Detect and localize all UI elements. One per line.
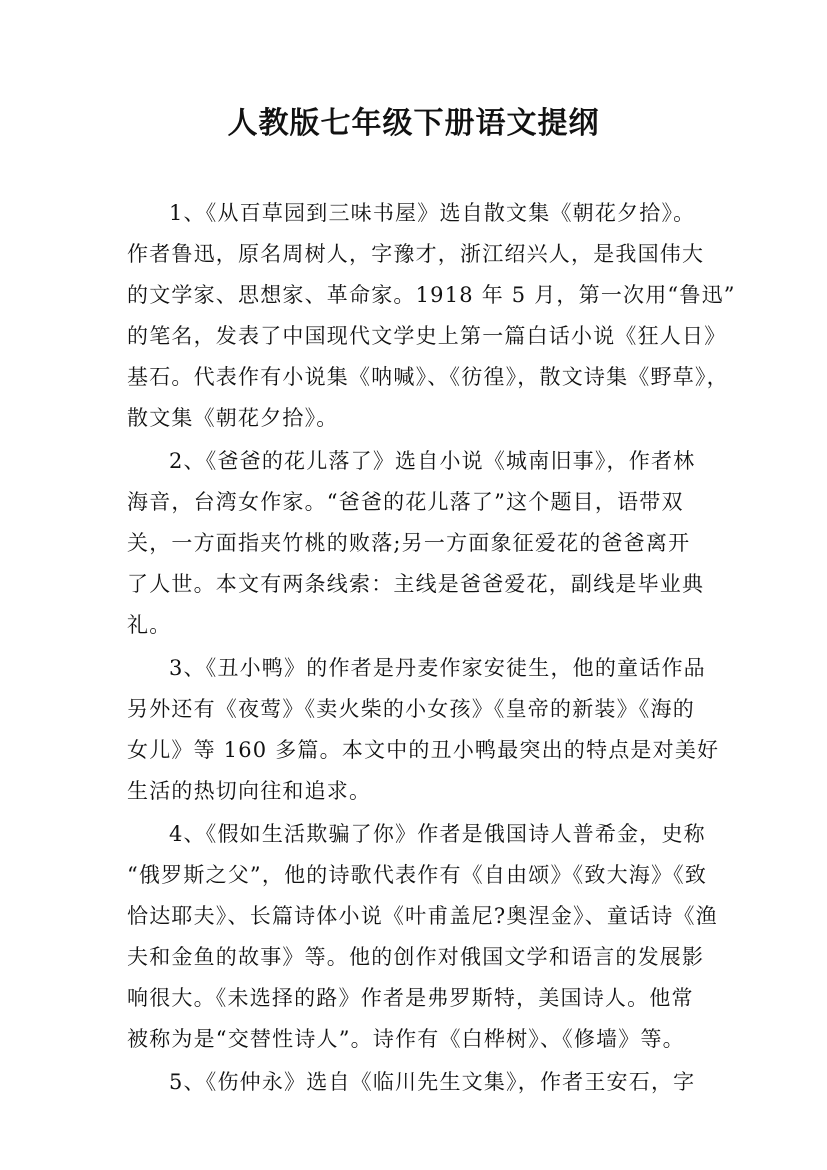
- paragraph-2-line-2: 海音，台湾女作家。“爸爸的花儿落了”这个题目，语带双: [127, 490, 684, 514]
- paragraph-2-line-3: 关，一方面指夹竹桃的败落;另一方面象征爱花的爸爸离开: [127, 531, 691, 555]
- paragraph-4-line-1: 4、《假如生活欺骗了你》作者是俄国诗人普希金，史称: [169, 822, 706, 846]
- paragraph-4-line-6: 被称为是“交替性诗人”。诗作有《白桦树》、《修墙》等。: [127, 1027, 685, 1051]
- paragraph-4-line-5: 响很大。《未选择的路》作者是弗罗斯特，美国诗人。他常: [127, 986, 694, 1010]
- paragraph-4-line-2: “俄罗斯之父”，他的诗歌代表作有《自由颂》《致大海》《致: [127, 863, 708, 887]
- paragraph-3-line-4: 生活的热切向往和追求。: [127, 779, 372, 803]
- paragraph-3-line-3: 女儿》等 160 多篇。本文中的丑小鸭最突出的特点是对美好: [127, 738, 720, 762]
- paragraph-3-line-1: 3、《丑小鸭》的作者是丹麦作家安徒生，他的童话作品: [169, 656, 706, 680]
- paragraph-3-line-2: 另外还有《夜莺》《卖火柴的小女孩》《皇帝的新装》《海的: [127, 697, 695, 721]
- paragraph-4-line-3: 恰达耶夫》、长篇诗体小说《叶甫盖尼?奥涅金》、童话诗《渔: [127, 904, 718, 928]
- document-title: 人教版七年级下册语文提纲: [227, 106, 600, 141]
- document-body: [127, 193, 736, 1103]
- paragraph-1-line-2: 作者鲁迅，原名周树人，字豫才，浙江绍兴人，是我国伟大: [127, 242, 705, 266]
- paragraph-1-line-3: 的文学家、思想家、革命家。1918 年 5 月，第一次用“鲁迅”: [127, 283, 736, 307]
- paragraph-2-line-1: 2、《爸爸的花儿落了》选自小说《城南旧事》，作者林: [169, 449, 696, 473]
- paragraph-2-line-5: 礼。: [127, 613, 172, 637]
- paragraph-5-line-1: 5、《伤仲永》选自《临川先生文集》，作者王安石，字: [169, 1070, 696, 1094]
- paragraph-2-line-4: 了人世。本文有两条线索：主线是爸爸爱花，副线是毕业典: [127, 572, 705, 596]
- paragraph-1-line-4: 的笔名，发表了中国现代文学史上第一篇白话小说《狂人日》: [127, 324, 727, 348]
- paragraph-1-line-1: 1、《从百草园到三味书屋》选自散文集《朝花夕拾》。: [169, 201, 696, 225]
- paragraph-1-line-6: 散文集《朝花夕拾》。: [127, 406, 339, 430]
- paragraph-4-line-4: 夫和金鱼的故事》等。他的创作对俄国文学和语言的发展影: [127, 945, 705, 969]
- paragraph-1-line-5: 基石。代表作有小说集《呐喊》、《彷徨》，散文诗集《野草》，: [127, 365, 729, 389]
